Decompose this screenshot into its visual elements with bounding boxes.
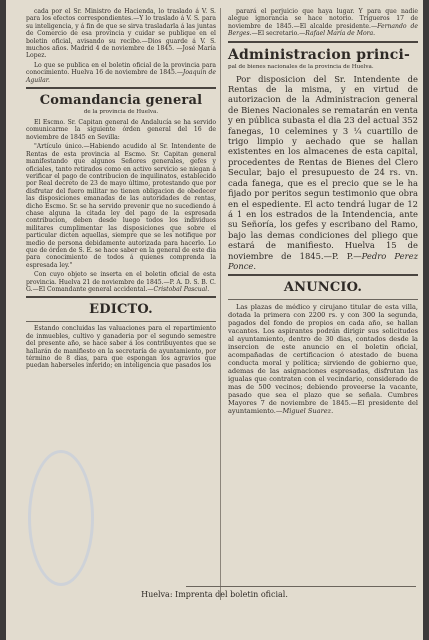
- comandancia-intro: El Escmo. Sr. Capitan general de Andalucía se ha servido comunicarme la siguiente órden general del 16 de noviembre de 1845 en Sevilla:: [26, 119, 216, 141]
- printer-footer: Huelva: Imprenta del boletin oficial.: [141, 590, 288, 599]
- administracion-title: Administracion princi-: [228, 46, 411, 63]
- section-divider: [228, 41, 418, 43]
- column-divider: [220, 8, 221, 600]
- comandancia-title: Comandancia general: [39, 93, 203, 109]
- administracion-subtitle: pal de bienes nacionales de la provincia de Huelva.: [228, 63, 374, 70]
- signature: Joaquin de Aguilar.: [26, 69, 216, 84]
- signature: Pedro Perez Ponce.: [228, 250, 418, 271]
- footer-rule: [186, 586, 416, 587]
- right-column: [228, 8, 418, 417]
- top-left-paragraph: cada por el Sr. Ministro de Hacienda, lo traslado á V. S. para los efectos correspondientes.—Y lo traslado á V. S. para su inteligencia, y á fin de que se sirva trasladarla á las juntas de Comercio de esa provincia y cuidar se publique en el boletin oficial, avisando su recibo.—Dios guarde á V. S. muchos años. Madrid 4 de noviembre de 1845. —José María Lopez.: [26, 8, 216, 60]
- signature: Rafael María de Mora.: [305, 30, 376, 38]
- edicto-title: EDICTO.: [89, 302, 153, 318]
- anuncio-paragraph: Las plazas de médico y cirujano titular de esta villa, dotada la primera con 2200 rs. y con 300 la segunda, pagados del fondo de propios en cada año, se hallan vacantes. Los aspirantes podrán dirigir sus solicitudes al ayuntamiento, dentro de 30 dias, contados desde la insercion de este anuncio en el boletin oficial, acompañadas de certificacion ó atestado de buena conducta moral y política; sirviendo de gobierno que, ademas de las asignaciones espresadas, disfrutan las igualas que contraten con el vecindario, considerado de mas de 500 vecinos; debiendo proveerse la vacante, pasado que sea el plazo que se señala. Cumbres Mayores 7 de noviembre de 1845.—El presidente del ayuntamiento.—Miguel Suarez.: [228, 303, 418, 416]
- newspaper-page: [6, 0, 423, 640]
- section-divider: [26, 321, 216, 322]
- signature: Cristobal Pascual.: [153, 286, 210, 293]
- anuncio-title: ANUNCIO.: [283, 280, 363, 296]
- comandancia-order: "Artículo único.—Habiendo acudido al Sr. Intendente de Rentas de esta provincia al Escmo. Sr. Capitan general manifestando que algunos Señores generales, gefes y oficiales, tanto retirados como en activo servicio se niegan á verificar el pago de contribucion de inquilinatos, establecido por Real decreto de 23 de mayo último, protestando que por disfrutar del fuero militar no tienen obligacion de obedecer las disposiciones emanadas de las autoridades de rentas, dicho Escmo. Sr. se ha servido prevenir que no sucediendo á chase alguna la citada ley del pago de la espresada contribucion, deben desde luego todos los individuos militares cumplimentar las disposiciones que sobre el particular dicten aquellas, siempre que se les notifique por medio de persona debidamente autorizada para hacerlo. Lo que de órden de S. E. se hace saber en la general de este dia para conocimiento de todos á quienes comprenda la espresada ley.": [26, 143, 216, 269]
- administracion-body: [228, 74, 418, 272]
- left-column: [26, 8, 216, 372]
- section-divider: [228, 299, 418, 300]
- signature: Fernando de Berges.: [228, 22, 418, 38]
- comandancia-subtitle: de la provincia de Huelva.: [83, 109, 159, 116]
- archive-seal-watermark: [28, 450, 94, 586]
- signature: Miguel Suarez.: [282, 407, 334, 416]
- top-left-publication-note: Lo que se publica en el boletin oficial de la provincia para conocimiento. Huelva 16 de noviembre de 1845.—Joaquin de Aguilar.: [26, 61, 216, 84]
- section-divider: [26, 296, 216, 298]
- right-top-paragraph: parará el perjuicio que haya lugar. Y para que nadie alegue ignorancia se hace notorio. Trigueros 17 de noviembre de 1845.—El alcalde presidente.—Fernando de Berges.—El secretario.—Rafael María de Mora.: [228, 8, 418, 38]
- comandancia-closing: Con cuyo objeto se inserta en el boletin oficial de esta provincia. Huelva 21 de noviembre de 1845.—P. A. D. S. B. C. G.—El Comandante general accidental.—Cristobal Pascual.: [26, 271, 216, 293]
- administracion-paragraph: Por disposicion del Sr. Intendente de Rentas de la misma, y en virtud de autorizacion de la Administracion general de Bienes Nacionales se rematarán en venta y en pública subasta el dia 23 del actual 352 fanegas, 10 celemines y 3 ¼ cuartillo de trigo limpio y aechado que se hallan existentes en los almacenes de esta capital, procedentes de Rentas de Bienes del Clero Secular, bajo el presupuesto de 24 rs. vn. cada fanega, que es el precio que se le ha fijado por peritos segun testimonio que obra en el espediente. El acto tendrá lugar de 12 á 1 en los estrados de la Intendencia, ante su Señoría, los gefes y escribano del Ramo, bajo las demas condiciones del pliego que estará de manifiesto. Huelva 15 de noviembre de 1845.—P. P.—Pedro Perez Ponce.: [228, 73, 418, 271]
- edicto-paragraph: Estando concluidas las valuaciones para el repartimiento de inmuebles, cultivo y ganaderia por el segundo semestre del presente año, se hace saber á los contribuyentes que se hallarán de manifiesto en la secretaría de ayuntamiento, por término de 8 dias, para que espongan los agravios que puedan haberseles inferido; en inteligencia que pasados los: [26, 325, 216, 370]
- section-divider: [26, 87, 216, 89]
- anuncio-body: [228, 303, 418, 415]
- section-divider: [228, 274, 418, 276]
